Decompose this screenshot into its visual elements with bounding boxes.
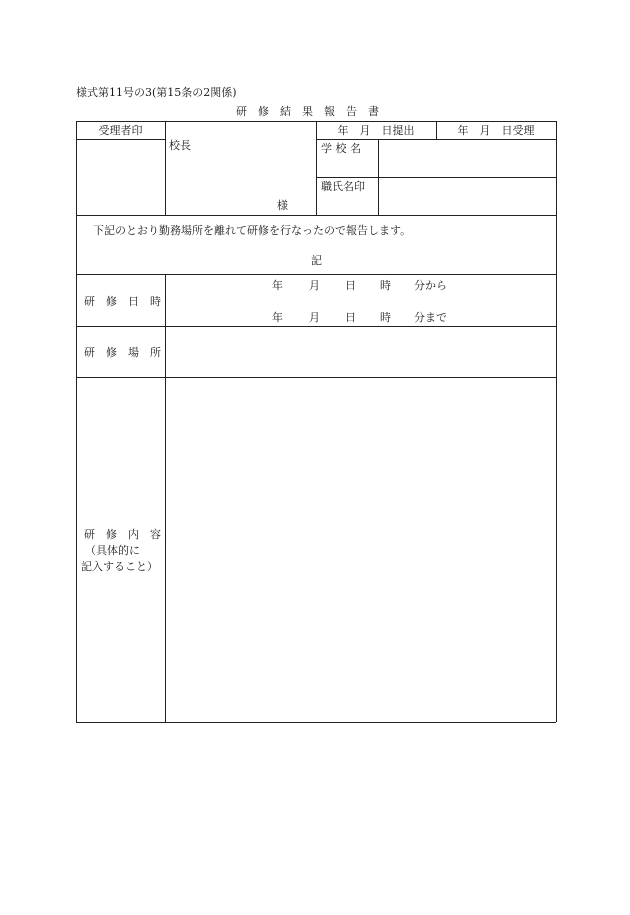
table-line <box>76 722 556 723</box>
form-number: 様式第11号の3(第15条の2関係) <box>76 86 237 99</box>
statement-text: 下記のとおり勤務場所を離れて研修を行なったので報告します。 <box>93 224 412 237</box>
table-line <box>165 274 166 722</box>
content-label-line-2: （具体的に <box>85 544 140 557</box>
table-line <box>76 139 165 140</box>
position-name-seal-label: 職氏名印 <box>321 180 365 193</box>
from-year: 年 <box>272 279 283 292</box>
table-line <box>316 139 556 140</box>
from-hour: 時 <box>380 279 391 292</box>
to-month: 月 <box>309 311 320 324</box>
table-line <box>76 377 556 378</box>
receipt-date: 年 月 日受理 <box>457 124 535 137</box>
to-year: 年 <box>272 311 283 324</box>
school-name-label: 学 校 名 <box>321 142 361 155</box>
to-day: 日 <box>345 311 356 324</box>
content-label-line-3: 記入すること） <box>81 560 158 573</box>
submit-date: 年 月 日提出 <box>337 124 415 137</box>
table-line <box>556 121 557 722</box>
table-line <box>76 215 556 216</box>
ki-label: 記 <box>311 254 322 267</box>
table-line <box>76 274 556 275</box>
from-day: 日 <box>345 279 356 292</box>
table-line <box>76 326 556 327</box>
place-label: 研 修 場 所 <box>84 346 161 359</box>
datetime-label: 研 修 日 時 <box>84 295 161 308</box>
from-month: 月 <box>309 279 320 292</box>
content-label-line-1: 研 修 内 容 <box>84 528 161 541</box>
principal-label: 校長 <box>169 139 191 152</box>
table-line <box>76 121 77 722</box>
to-minute: 分まで <box>414 311 447 324</box>
page-title: 研 修 結 果 報 告 書 <box>236 105 379 118</box>
table-line <box>378 139 379 215</box>
table-line <box>316 177 556 178</box>
honorific-label: 様 <box>277 199 288 212</box>
receiver-seal-label: 受理者印 <box>98 124 143 137</box>
table-line <box>165 121 166 215</box>
to-hour: 時 <box>380 311 391 324</box>
from-minute: 分から <box>414 279 447 292</box>
